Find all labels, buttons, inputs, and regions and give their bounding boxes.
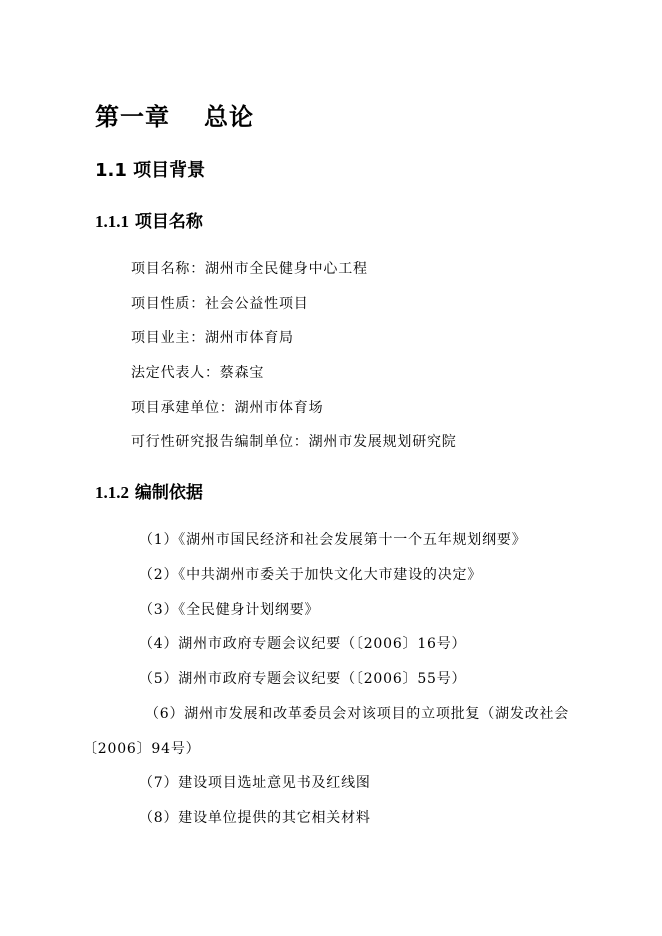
subsection-heading-basis	[95, 484, 203, 502]
chapter-title: 总论	[204, 103, 254, 131]
subsection-number: 1.1.2	[95, 483, 129, 502]
project-info-report-unit: 可行性研究报告编制单位：湖州市发展规划研究院	[131, 434, 457, 450]
chapter-heading	[95, 105, 254, 129]
basis-item: （8）建设单位提供的其它相关材料	[139, 810, 371, 826]
subsection-title: 项目名称	[134, 212, 203, 232]
project-info-name: 项目名称：湖州市全民健身中心工程	[131, 261, 368, 277]
project-info-contractor: 项目承建单位：湖州市体育场	[131, 400, 324, 416]
basis-item: （5）湖州市政府专题会议纪要（〔2006〕55号）	[139, 671, 467, 687]
basis-item: （1）《湖州市国民经济和社会发展第十一个五年规划纲要》	[139, 532, 527, 548]
project-info-legal-rep: 法定代表人：蔡森宝	[131, 365, 265, 381]
section-heading: 1.1 项目背景	[95, 160, 206, 181]
basis-item: （2）《中共湖州市委关于加快文化大市建设的决定》	[139, 567, 483, 583]
subsection-number: 1.1.1	[95, 212, 129, 231]
subsection-title: 编制依据	[134, 483, 203, 503]
basis-item: （4）湖州市政府专题会议纪要（〔2006〕16号）	[139, 636, 467, 652]
basis-item: （7）建设项目选址意见书及红线图	[139, 775, 371, 791]
chapter-label: 第一章	[95, 103, 170, 131]
basis-item-wrapped: （6）湖州市发展和改革委员会对该项目的立项批复（湖发改社会〔2006〕94号）	[83, 706, 570, 757]
subsection-heading-name	[95, 213, 203, 231]
project-info-owner: 项目业主：湖州市体育局	[131, 330, 294, 346]
basis-item: （3）《全民健身计划纲要》	[139, 602, 320, 618]
project-info-nature: 项目性质：社会公益性项目	[131, 296, 309, 312]
